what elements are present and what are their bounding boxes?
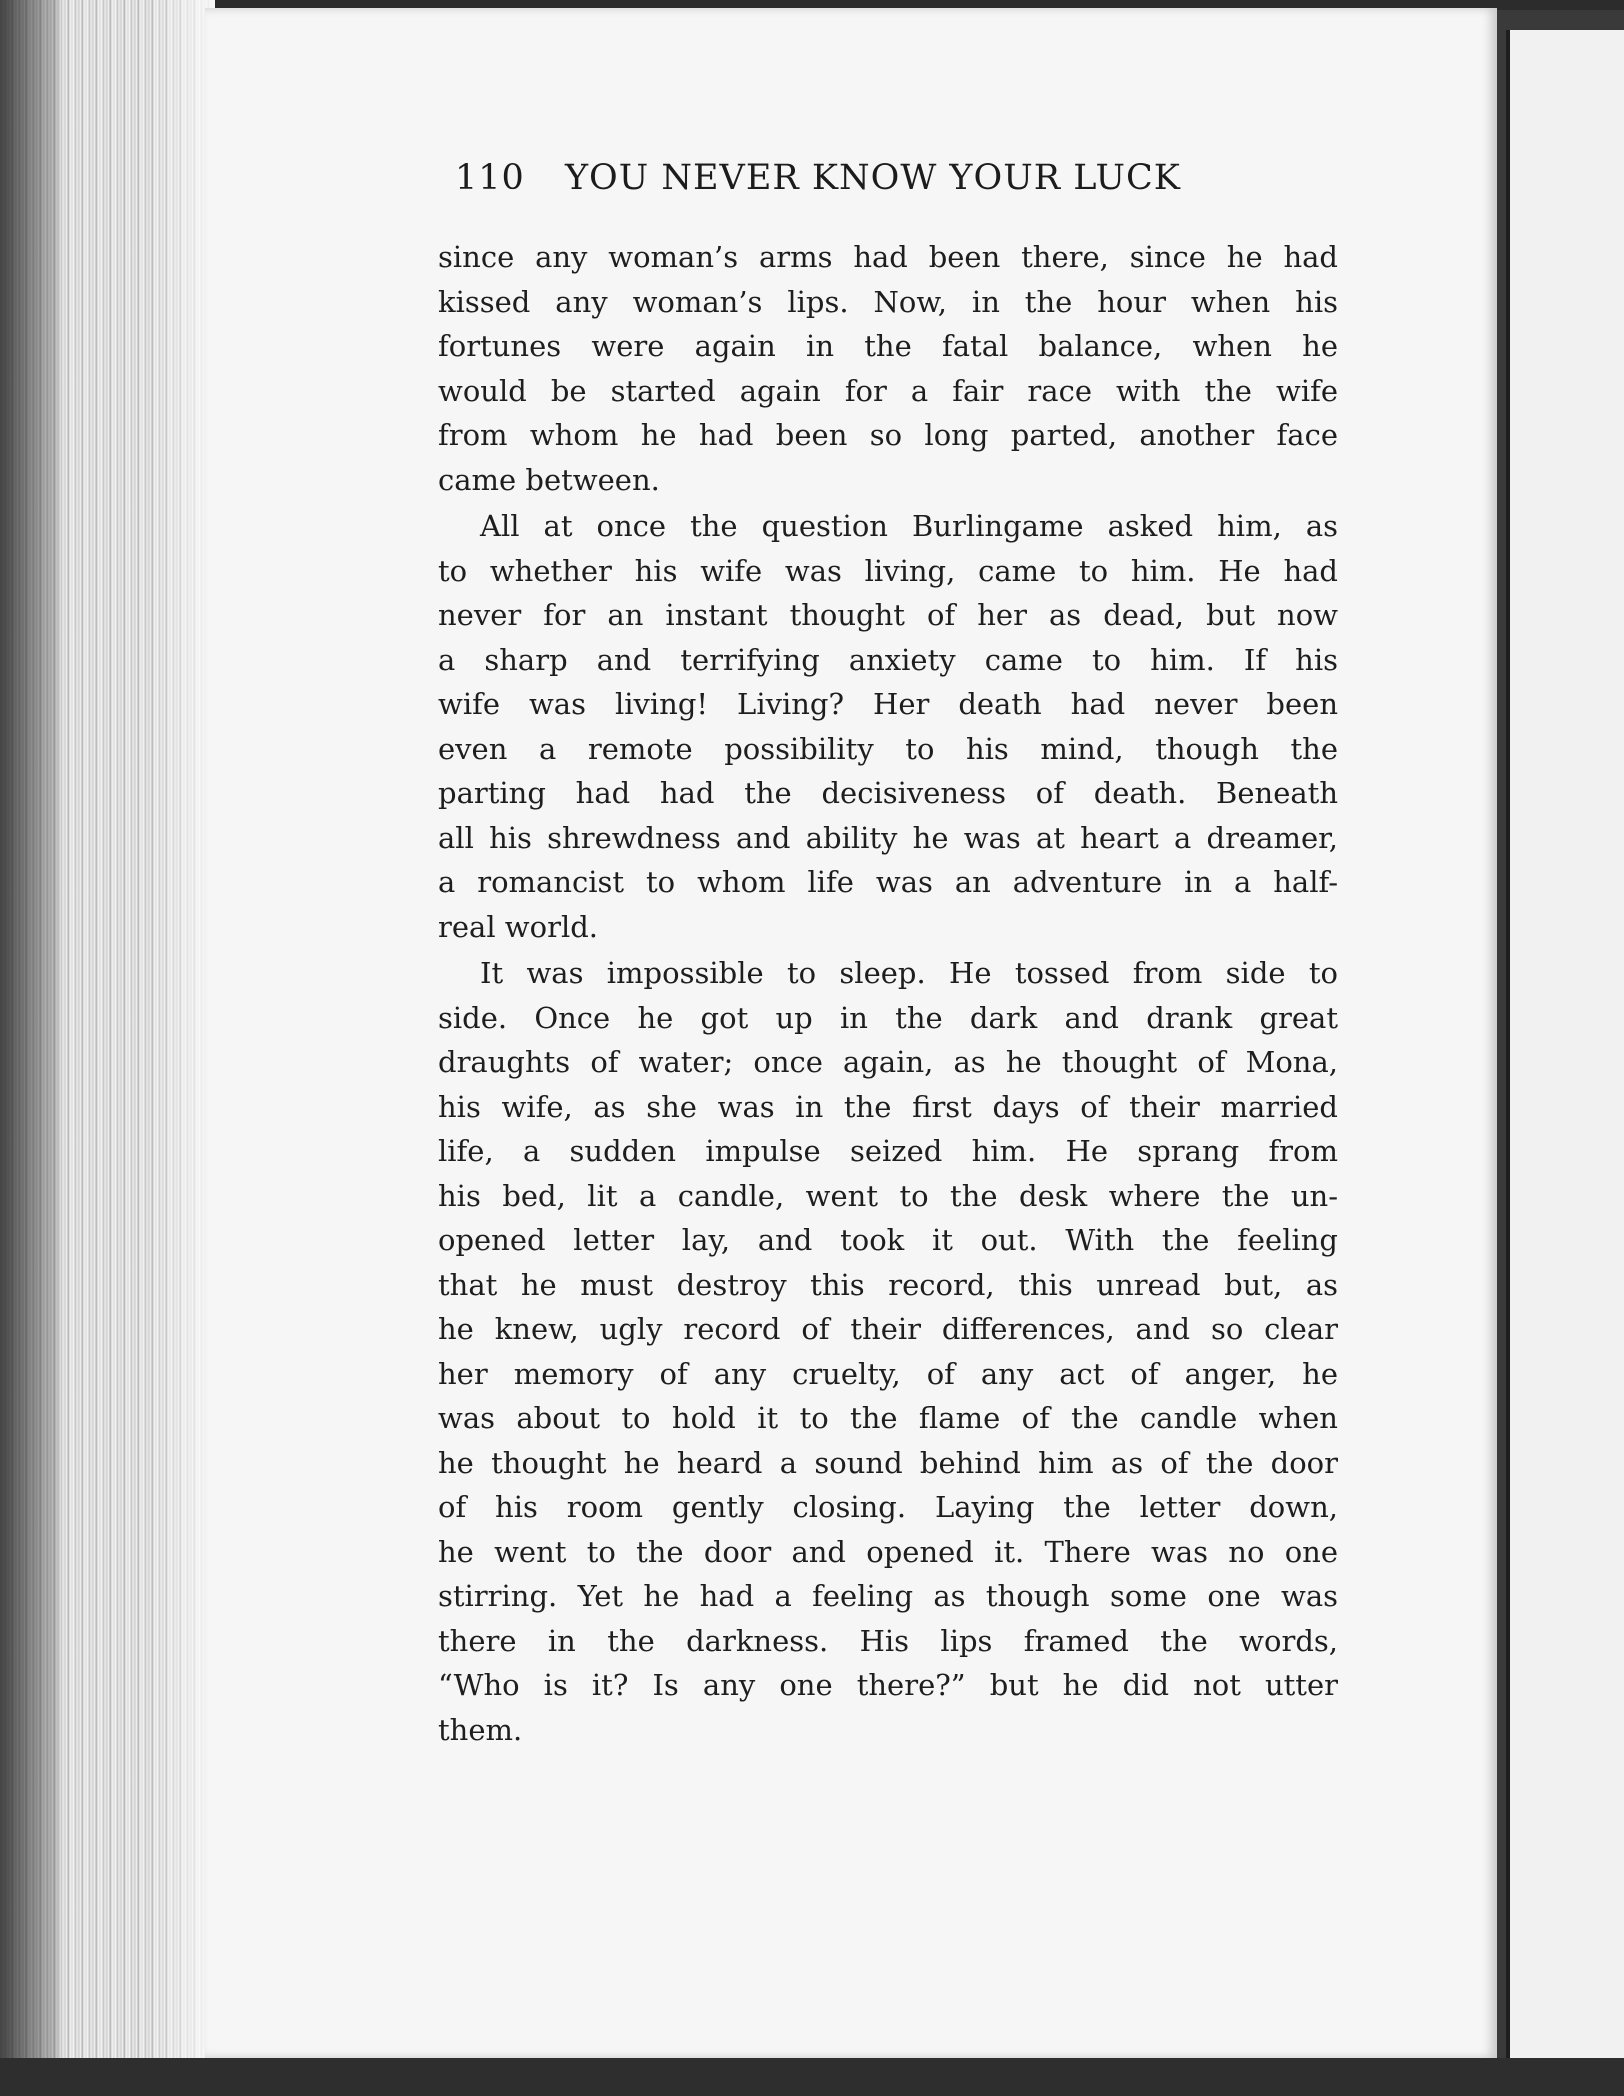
page-number: 110: [455, 158, 525, 198]
text-line: all his shrewdness and ability he was at heart a dreamer,: [438, 820, 1338, 855]
text-line: even a remote possibility to his mind, though the: [438, 731, 1338, 766]
text-line: wife was living! Living? Her death had never been: [438, 687, 1338, 721]
text-line: life, a sudden impulse seized him. He sprang from: [438, 1134, 1338, 1168]
text-line: parting had had the decisiveness of death. Beneath: [438, 776, 1338, 810]
text-line: his wife, as she was in the first days of their married: [438, 1089, 1338, 1124]
text-line: of his room gently closing. Laying the letter down,: [438, 1490, 1338, 1524]
text-line: to whether his wife was living, came to him. He had: [438, 553, 1338, 588]
text-line: All at once the question Burlingame asked him, as: [480, 509, 1338, 543]
text-line: came between.: [438, 462, 660, 497]
paragraph: [438, 235, 1338, 502]
text-line: from whom he had been so long parted, another face: [438, 418, 1338, 452]
text-line: would be started again for a fair race with the wife: [438, 373, 1338, 408]
scan-bottom-border: [0, 2058, 1624, 2096]
text-line: opened letter lay, and took it out. With the feeling: [438, 1223, 1338, 1257]
text-line: that he must destroy this record, this unread but, as: [438, 1267, 1338, 1302]
text-line: kissed any woman’s lips. Now, in the hour when his: [438, 284, 1338, 319]
text-line: he went to the door and opened it. There was no one: [438, 1534, 1338, 1569]
page-edges-shadow: [0, 0, 60, 2096]
text-line: stirring. Yet he had a feeling as though some one was: [438, 1579, 1338, 1613]
text-line: a sharp and terrifying anxiety came to him. If his: [438, 642, 1338, 677]
text-line: “Who is it? Is any one there?” but he did not utter: [438, 1668, 1338, 1702]
text-line: since any woman’s arms had been there, since he had: [438, 240, 1338, 274]
running-title: YOU NEVER KNOW YOUR LUCK: [564, 158, 1181, 198]
text-line: her memory of any cruelty, of any act of anger, he: [438, 1356, 1338, 1391]
body-text: [438, 235, 1338, 1752]
text-line: side. Once he got up in the dark and drank great: [438, 1000, 1338, 1035]
text-line: It was impossible to sleep. He tossed from side to: [480, 956, 1338, 990]
text-line: never for an instant thought of her as dead, but now: [438, 598, 1338, 632]
paragraph: [438, 951, 1338, 1752]
text-line: draughts of water; once again, as he thought of Mona,: [438, 1045, 1338, 1079]
running-head: [455, 158, 1255, 198]
next-page-edge: [1506, 30, 1624, 2060]
text-line: he thought he heard a sound behind him as of the door: [438, 1445, 1338, 1480]
text-line: was about to hold it to the flame of the candle when: [438, 1401, 1338, 1435]
paragraph: [438, 504, 1338, 949]
text-line: a romancist to whom life was an adventure in a half-: [438, 865, 1338, 899]
text-line: fortunes were again in the fatal balance, when he: [438, 329, 1338, 363]
text-line: real world.: [438, 909, 599, 944]
text-line: them.: [438, 1712, 523, 1747]
text-line: there in the darkness. His lips framed the words,: [438, 1623, 1338, 1658]
text-line: he knew, ugly record of their differences, and so clear: [438, 1312, 1338, 1346]
text-line: his bed, lit a candle, went to the desk where the un-: [438, 1178, 1338, 1213]
